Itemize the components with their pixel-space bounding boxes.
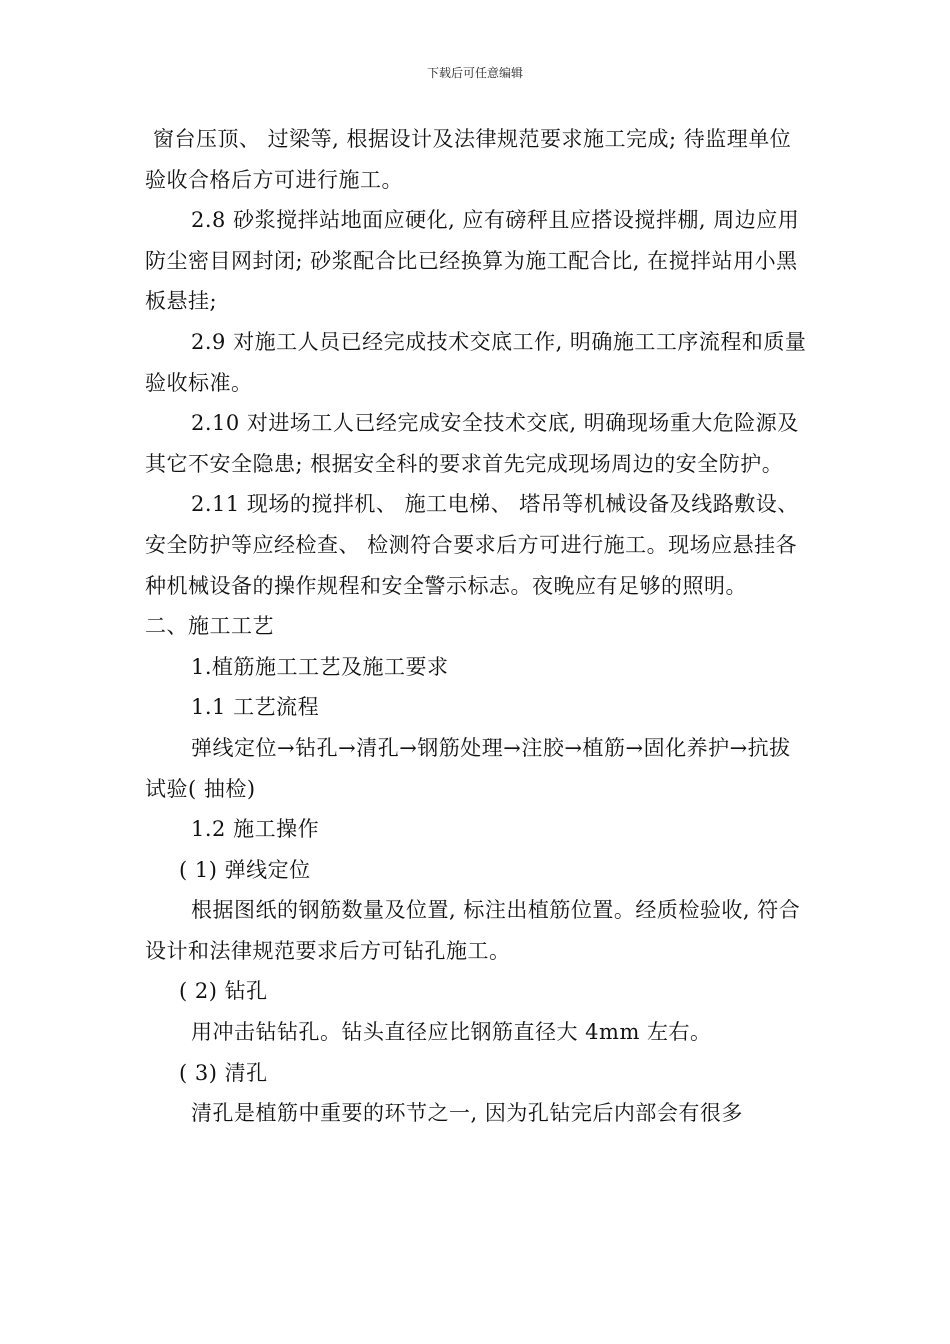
paragraph-drilling: 用冲击钻钻孔。钻头直径应比钢筋直径大 4mm 左右。 — [191, 1020, 712, 1045]
paragraph-2-11: 2.11 现场的搅拌机、 施工电梯、 塔吊等机械设备及线路敷设、 安全防护等应经检查、 检测符合要求后方可进行施工。现场应悬挂各种机械设备的操作规程和安全警示标志。夜晚应有足够的照明。 — [145, 492, 799, 598]
subheading-rebar-planting: 1.植筋施工工艺及施工要求 — [191, 654, 449, 679]
document-body — [145, 119, 809, 1134]
paragraph-window-sill: 窗台压顶、 过梁等, 根据设计及法律规范要求施工完成; 待监理单位验收合格后方可进行施工。 — [145, 127, 792, 192]
subheading-construction-operation: 1.2 施工操作 — [191, 817, 320, 842]
paragraph-process-flow: 弹线定位→钻孔→清孔→钢筋处理→注胶→植筋→固化养护→抗拔试验( 抽检) — [145, 735, 791, 801]
step-heading-hole-cleaning: ( 3) 清孔 — [179, 1060, 268, 1085]
subheading-process-flow: 1.1 工艺流程 — [191, 695, 320, 720]
paragraph-2-8: 2.8 砂浆搅拌站地面应硬化, 应有磅秤且应搭设搅拌棚, 周边应用防尘密目网封闭; 砂浆配合比已经换算为施工配合比, 在搅拌站用小黑板悬挂; — [145, 208, 800, 314]
step-heading-line-positioning: ( 1) 弹线定位 — [179, 857, 311, 882]
paragraph-line-positioning: 根据图纸的钢筋数量及位置, 标注出植筋位置。经质检验收, 符合设计和法律规范要求后方可钻孔施工。 — [145, 898, 801, 963]
section-heading-construction-process: 二、施工工艺 — [145, 614, 274, 639]
paragraph-2-10: 2.10 对进场工人已经完成安全技术交底, 明确现场重大危险源及其它不安全隐患; 根据安全科的要求首先完成现场周边的安全防护。 — [145, 411, 799, 476]
page-header: 下载后可任意编辑 — [426, 66, 523, 80]
paragraph-2-9: 2.9 对施工人员已经完成技术交底工作, 明确施工工序流程和质量验收标准。 — [145, 329, 807, 395]
paragraph-hole-cleaning: 清孔是植筋中重要的环节之一, 因为孔钻完后内部会有很多 — [191, 1101, 743, 1126]
step-heading-drilling: ( 2) 钻孔 — [179, 979, 268, 1004]
